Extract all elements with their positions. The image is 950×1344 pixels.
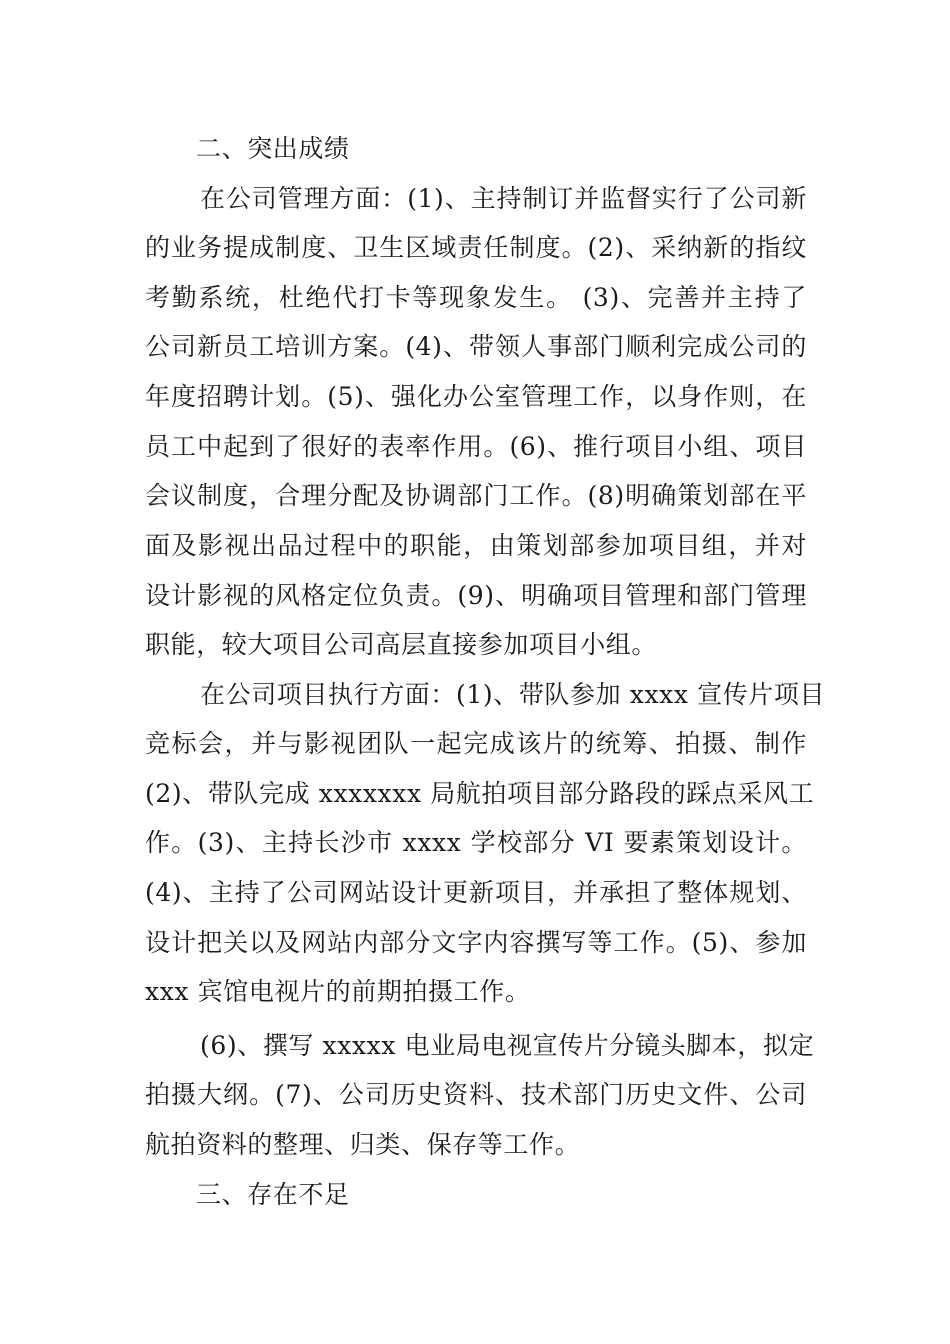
paragraph-line: xxx 宾馆电视片的前期拍摄工作。	[145, 977, 531, 1006]
paragraph-line: 的业务提成制度、卫生区域责任制度。(2)、采纳新的指纹	[145, 233, 807, 262]
paragraph-line: (4)、主持了公司网站设计更新项目，并承担了整体规划、	[145, 878, 807, 907]
paragraph-line: 会议制度，合理分配及协调部门工作。(8)明确策划部在平	[145, 481, 807, 510]
paragraph-line: 航拍资料的整理、归类、保存等工作。	[145, 1130, 581, 1159]
paragraph-line: 公司新员工培训方案。(4)、带领人事部门顺利完成公司的	[145, 332, 807, 361]
paragraph-line: 竞标会，并与影视团队一起完成该片的统筹、拍摄、制作	[145, 729, 807, 758]
paragraph-line: 设计把关以及网站内部分文字内容撰写等工作。(5)、参加	[145, 928, 807, 957]
paragraph-line: 设计影视的风格定位负责。(9)、明确项目管理和部门管理	[145, 581, 807, 610]
paragraph-line: 拍摄大纲。(7)、公司历史资料、技术部门历史文件、公司	[145, 1080, 807, 1109]
section-heading-achievements: 二、突出成绩	[196, 134, 350, 163]
paragraph-line: (6)、撰写 xxxxx 电业局电视宣传片分镜头脚本，拟定	[200, 1031, 815, 1060]
paragraph-line: 面及影视出品过程中的职能，由策划部参加项目组，并对	[145, 531, 807, 560]
paragraph-line: (2)、带队完成 xxxxxxx 局航拍项目部分路段的踩点采风工	[145, 779, 815, 808]
section-heading-shortcomings: 三、存在不足	[196, 1180, 350, 1209]
paragraph-line: 员工中起到了很好的表率作用。(6)、推行项目小组、项目	[145, 432, 807, 461]
paragraph-line: 在公司项目执行方面：(1)、带队参加 xxxx 宣传片项目	[200, 680, 826, 709]
paragraph-line: 年度招聘计划。(5)、强化办公室管理工作，以身作则，在	[145, 382, 807, 411]
paragraph-line: 作。(3)、主持长沙市 xxxx 学校部分 VI 要素策划设计。	[145, 828, 807, 857]
paragraph-line: 考勤系统，杜绝代打卡等现象发生。 (3)、完善并主持了	[145, 283, 807, 312]
paragraph-line: 在公司管理方面：(1)、主持制订并监督实行了公司新	[200, 184, 807, 213]
paragraph-line: 职能，较大项目公司高层直接参加项目小组。	[145, 630, 658, 659]
